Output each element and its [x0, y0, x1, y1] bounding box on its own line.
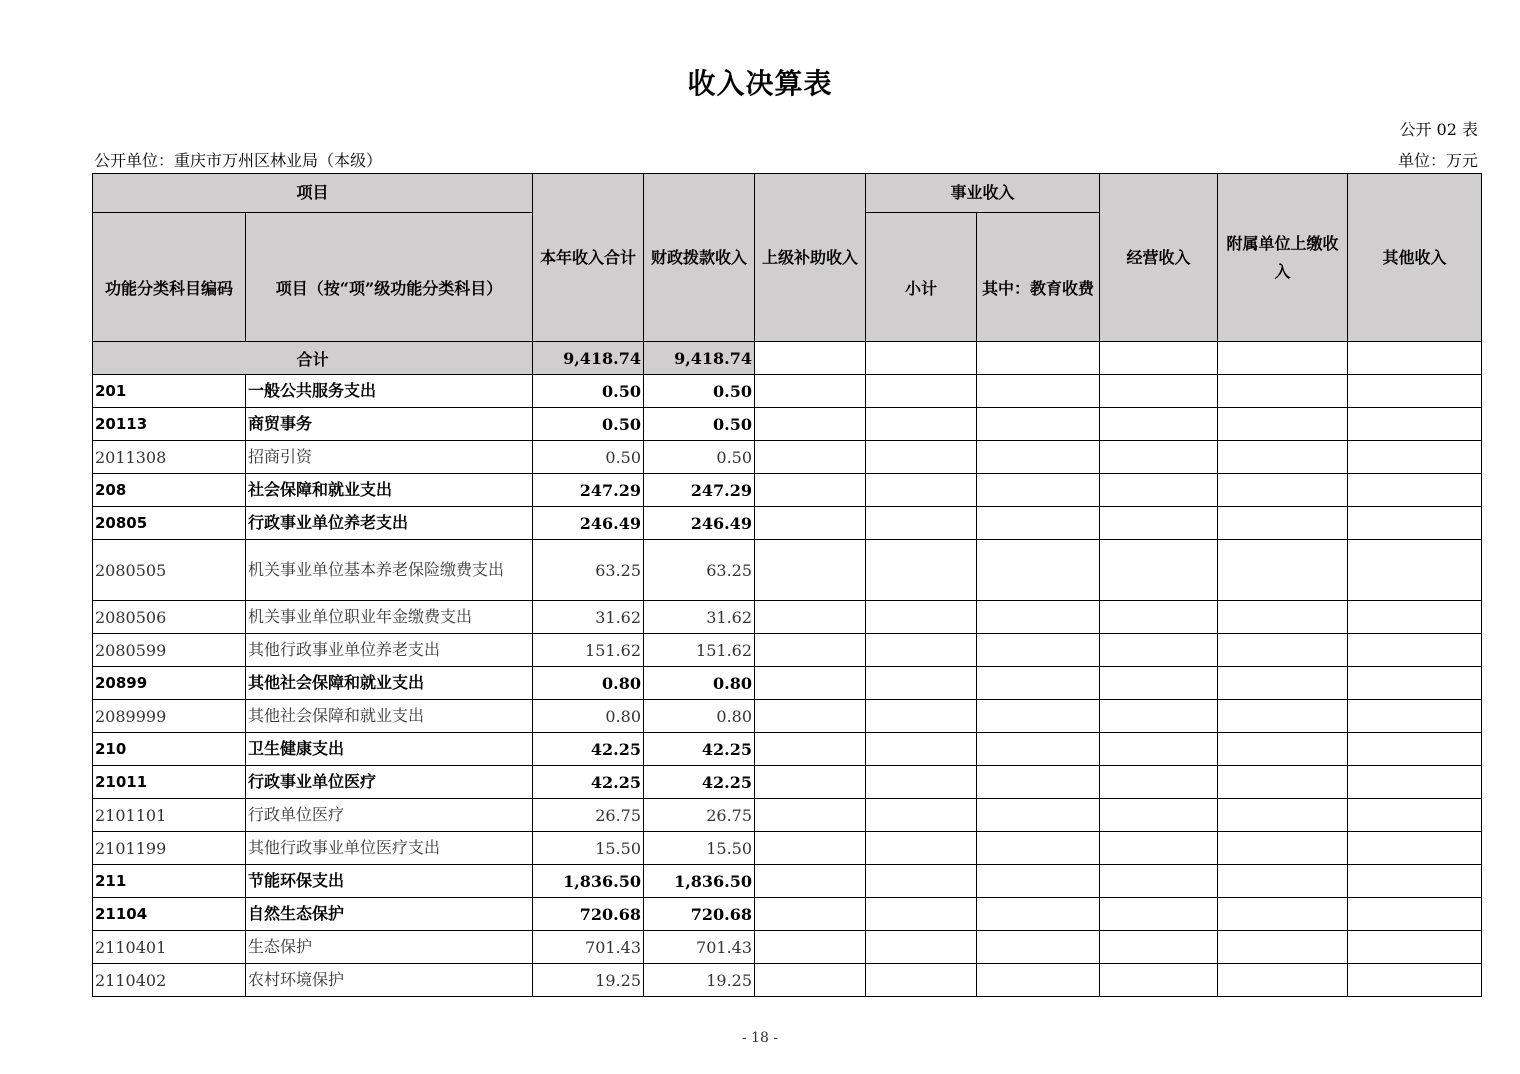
row-fiscal: 15.50 [644, 832, 755, 865]
row-fiscal: 26.75 [644, 799, 755, 832]
table-row [93, 700, 1482, 733]
row-fiscal: 42.25 [644, 733, 755, 766]
row-total: 0.80 [533, 700, 644, 733]
total-fiscal-value: 9,418.74 [644, 342, 755, 375]
row-total: 247.29 [533, 474, 644, 507]
row-total: 15.50 [533, 832, 644, 865]
row-code: 21104 [93, 898, 246, 931]
table-row [93, 865, 1482, 898]
row-code: 210 [93, 733, 246, 766]
row-code: 211 [93, 865, 246, 898]
row-total: 19.25 [533, 964, 644, 997]
header-code: 功能分类科目编码 [93, 213, 246, 342]
row-code: 2101101 [93, 799, 246, 832]
total-label: 合计 [93, 342, 533, 375]
row-fiscal: 246.49 [644, 507, 755, 540]
header-other: 其他收入 [1348, 174, 1482, 342]
page-number: - 18 - [741, 1030, 779, 1046]
row-total: 1,836.50 [533, 865, 644, 898]
header-superior: 上级补助收入 [755, 174, 866, 342]
row-total: 26.75 [533, 799, 644, 832]
table-row [93, 441, 1482, 474]
currency-unit: 单位：万元 [1397, 151, 1478, 170]
header-education: 其中：教育收费 [977, 213, 1100, 342]
row-name: 机关事业单位职业年金缴费支出 [246, 601, 533, 634]
row-fiscal: 0.50 [644, 441, 755, 474]
row-total: 0.50 [533, 441, 644, 474]
row-total: 0.50 [533, 408, 644, 441]
total-row [93, 342, 1482, 375]
row-fiscal: 701.43 [644, 931, 755, 964]
row-fiscal: 0.50 [644, 408, 755, 441]
row-code: 208 [93, 474, 246, 507]
row-total: 42.25 [533, 766, 644, 799]
table-row [93, 601, 1482, 634]
table-row [93, 375, 1482, 408]
row-fiscal: 247.29 [644, 474, 755, 507]
row-code: 2080505 [93, 540, 246, 601]
row-code: 2089999 [93, 700, 246, 733]
reporting-unit: 公开单位：重庆市万州区林业局（本级） [94, 151, 383, 170]
header-name: 项目（按“项”级功能分类科目） [246, 213, 533, 342]
row-fiscal: 0.80 [644, 700, 755, 733]
table-row [93, 474, 1482, 507]
row-code: 2110402 [93, 964, 246, 997]
row-total: 720.68 [533, 898, 644, 931]
table-row [93, 799, 1482, 832]
header-operating: 经营收入 [1100, 174, 1218, 342]
row-name: 招商引资 [246, 441, 533, 474]
table-row [93, 898, 1482, 931]
row-code: 20899 [93, 667, 246, 700]
row-total: 0.80 [533, 667, 644, 700]
row-total: 246.49 [533, 507, 644, 540]
row-name: 其他行政事业单位养老支出 [246, 634, 533, 667]
row-name: 行政事业单位医疗 [246, 766, 533, 799]
row-name: 生态保护 [246, 931, 533, 964]
row-fiscal: 0.80 [644, 667, 755, 700]
row-name: 自然生态保护 [246, 898, 533, 931]
table-row [93, 540, 1482, 601]
row-name: 行政单位医疗 [246, 799, 533, 832]
row-code: 2011308 [93, 441, 246, 474]
table-row [93, 931, 1482, 964]
row-fiscal: 42.25 [644, 766, 755, 799]
row-name: 卫生健康支出 [246, 733, 533, 766]
row-name: 社会保障和就业支出 [246, 474, 533, 507]
row-name: 其他行政事业单位医疗支出 [246, 832, 533, 865]
table-number: 公开 02 表 [1399, 120, 1478, 139]
row-name: 其他社会保障和就业支出 [246, 667, 533, 700]
row-name: 机关事业单位基本养老保险缴费支出 [246, 540, 533, 601]
table-row [93, 733, 1482, 766]
row-fiscal: 720.68 [644, 898, 755, 931]
row-fiscal: 19.25 [644, 964, 755, 997]
row-fiscal: 151.62 [644, 634, 755, 667]
row-code: 2101199 [93, 832, 246, 865]
table-row [93, 964, 1482, 997]
table-row [93, 667, 1482, 700]
row-total: 42.25 [533, 733, 644, 766]
row-name: 行政事业单位养老支出 [246, 507, 533, 540]
row-total: 151.62 [533, 634, 644, 667]
header-subtotal: 小计 [866, 213, 977, 342]
table-row [93, 408, 1482, 441]
table-row [93, 507, 1482, 540]
total-income-value: 9,418.74 [533, 342, 644, 375]
row-total: 63.25 [533, 540, 644, 601]
row-code: 201 [93, 375, 246, 408]
income-final-accounts-table [92, 173, 1482, 997]
row-code: 21011 [93, 766, 246, 799]
row-code: 2080599 [93, 634, 246, 667]
row-name: 商贸事务 [246, 408, 533, 441]
header-business: 事业收入 [866, 174, 1100, 213]
table-row [93, 766, 1482, 799]
header-project: 项目 [93, 174, 533, 213]
header-total-income: 本年收入合计 [533, 174, 644, 342]
row-code: 2080506 [93, 601, 246, 634]
row-name: 一般公共服务支出 [246, 375, 533, 408]
row-total: 0.50 [533, 375, 644, 408]
row-total: 31.62 [533, 601, 644, 634]
header-affiliated: 附属单位上缴收入 [1218, 174, 1348, 342]
row-fiscal: 63.25 [644, 540, 755, 601]
row-code: 20113 [93, 408, 246, 441]
row-fiscal: 31.62 [644, 601, 755, 634]
row-name: 其他社会保障和就业支出 [246, 700, 533, 733]
row-name: 农村环境保护 [246, 964, 533, 997]
row-name: 节能环保支出 [246, 865, 533, 898]
row-fiscal: 1,836.50 [644, 865, 755, 898]
row-code: 2110401 [93, 931, 246, 964]
page-title: 收入决算表 [687, 67, 833, 100]
row-total: 701.43 [533, 931, 644, 964]
row-fiscal: 0.50 [644, 375, 755, 408]
table-row [93, 634, 1482, 667]
row-code: 20805 [93, 507, 246, 540]
header-fiscal: 财政拨款收入 [644, 174, 755, 342]
table-row [93, 832, 1482, 865]
